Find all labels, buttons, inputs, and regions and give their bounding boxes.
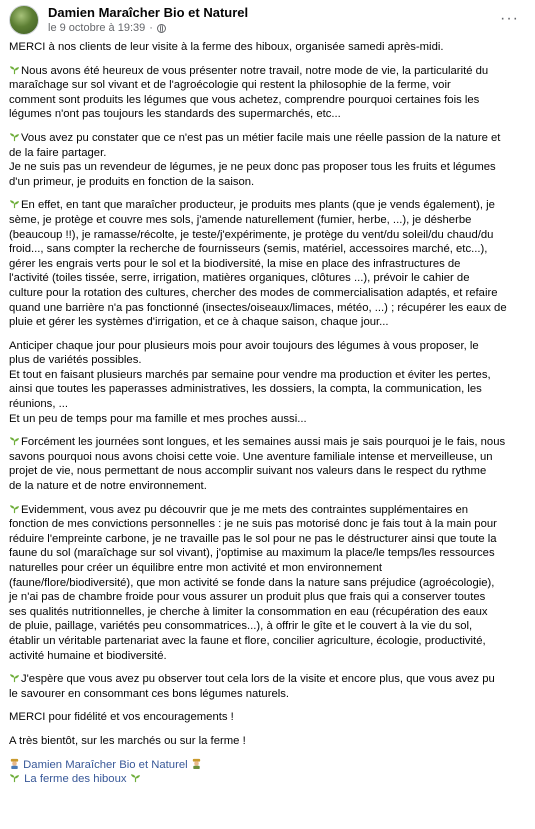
text-line xyxy=(9,619,525,634)
line-text: Anticiper chaque jour pour plusieurs mois pour avoir toujours des légumes à vous proposer, le xyxy=(9,339,479,352)
post-header xyxy=(9,0,525,40)
line-text: établir un véritable partenariat avec la faune et flore, concilier agriculture, écologie, productivité, xyxy=(9,634,486,647)
text-line xyxy=(9,590,525,605)
line-text: Et un peu de temps pour ma famille et mes proches aussi... xyxy=(9,412,307,425)
line-text: activité humaine et biodiversité. xyxy=(9,649,167,662)
line-text: ainsi que toutes les paperasses administratives, les dossiers, la compta, la communication, les xyxy=(9,383,482,396)
line-text: légumes n'ont pas toujours les standards des supermarchés, etc... xyxy=(9,108,341,121)
line-text: maraîchage sur sol vivant et de l'agroécologie qui restent la philosophie de la ferme, voir xyxy=(9,79,451,92)
post-timestamp[interactable]: le 9 octobre à 19:39 xyxy=(48,22,146,34)
text-line xyxy=(9,78,525,93)
post-body xyxy=(9,40,525,749)
separator: · xyxy=(149,22,153,34)
post-paragraph xyxy=(9,503,525,664)
text-line xyxy=(9,382,525,397)
line-text: MERCI à nos clients de leur visite à la ferme des hiboux, organisée samedi après-midi. xyxy=(9,41,444,53)
farm-link-text[interactable]: La ferme des hiboux xyxy=(24,773,127,786)
line-text: Forcément les journées sont longues, et les semaines aussi mais je sais pourquoi je le fais, nous xyxy=(21,436,506,449)
page-link[interactable] xyxy=(9,758,525,773)
line-text: A très bientôt, sur les marchés ou sur la ferme ! xyxy=(9,734,246,747)
line-text: J'espère que vous avez pu observer tout cela lors de la visite et encore plus, que vous avez pu xyxy=(21,673,495,686)
seedling-icon xyxy=(9,773,20,783)
line-text: quand une barrière n'a pas fonctionné (insectes/oiseaux/limaces, météo, ...) ; récupérer les eaux de xyxy=(9,301,507,314)
seedling-icon xyxy=(9,65,20,75)
text-line xyxy=(9,503,525,518)
text-line xyxy=(9,242,525,257)
line-text: froid..., sans compter la recherche de fournisseurs (semis, matériel, accessoires marché, etc...), xyxy=(9,243,488,256)
text-line xyxy=(9,412,525,427)
line-text: culture pour la rotation des cultures, chercher des modes de commercialisation adaptés, et refaire xyxy=(9,286,498,299)
text-line xyxy=(9,257,525,272)
text-line xyxy=(9,710,525,725)
more-options-icon[interactable]: ··· xyxy=(500,10,519,27)
line-text: ses qualités nutritionnelles, je cherche à limiter la consommation en eau (récupération des eaux xyxy=(9,605,488,618)
globe-icon xyxy=(157,24,166,33)
text-line xyxy=(9,146,525,161)
post-paragraph xyxy=(9,710,525,725)
text-line xyxy=(9,368,525,383)
line-text: sème, je protège et couvre mes sols, j'amende naturellement (fumier, herbe, ...), je désherbe xyxy=(9,213,472,226)
text-line xyxy=(9,301,525,316)
post-paragraph xyxy=(9,64,525,122)
text-line xyxy=(9,228,525,243)
post-paragraph xyxy=(9,672,525,701)
text-line xyxy=(9,687,525,702)
line-text: fonction de mes convictions personnelles : je ne suis pas motorisé donc je fais tout à la main pour xyxy=(9,518,497,531)
post-subline xyxy=(48,21,248,35)
line-text: réunions, ... xyxy=(9,398,69,411)
text-line xyxy=(9,286,525,301)
post-footer xyxy=(9,758,525,787)
text-line xyxy=(9,175,525,190)
avatar[interactable] xyxy=(9,5,39,35)
line-text: d'un primeur, je produits en fonction de la saison. xyxy=(9,175,255,188)
text-line xyxy=(9,213,525,228)
text-line xyxy=(9,479,525,494)
text-line xyxy=(9,649,525,664)
text-line xyxy=(9,339,525,354)
line-text: je n'ai pas de chambre froide pour vous assurer un produit plus que frais qui a conserver toutes xyxy=(9,591,486,604)
line-text: MERCI pour fidélité et vos encouragements ! xyxy=(9,711,234,724)
text-line xyxy=(9,435,525,450)
text-line xyxy=(9,271,525,286)
post-paragraph xyxy=(9,131,525,189)
text-line xyxy=(9,634,525,649)
line-text: le savourer en consommant ces bons légumes naturels. xyxy=(9,687,290,700)
text-line xyxy=(9,160,525,175)
text-line xyxy=(9,576,525,591)
farmer-icon xyxy=(191,758,202,769)
text-line xyxy=(9,546,525,561)
post-paragraph xyxy=(9,734,525,749)
seedling-icon xyxy=(9,199,20,209)
line-text: projet de vie, nous permettant de nous accomplir suivant nos valeurs dans le respect du rythme xyxy=(9,465,487,478)
line-text: comment sont produits les légumes que vous achetez, comprendre pourquoi certaines fois les xyxy=(9,93,480,106)
text-line xyxy=(9,40,525,55)
line-text: En effet, en tant que maraîcher producteur, je produits mes plants (que je vends également), je xyxy=(21,199,495,212)
line-text: gérer les engrais verts pour le sol et la biodiversité, la mise en place des infrastructures de xyxy=(9,257,461,270)
text-line xyxy=(9,315,525,330)
line-text: de la nature et de notre environnement. xyxy=(9,480,207,493)
text-line xyxy=(9,353,525,368)
text-line xyxy=(9,198,525,213)
post-paragraph xyxy=(9,198,525,329)
seedling-icon xyxy=(9,673,20,683)
text-line xyxy=(9,131,525,146)
seedling-icon xyxy=(130,773,141,783)
text-line xyxy=(9,734,525,749)
seedling-icon xyxy=(9,504,20,514)
line-text: l'activité (toiles tissée, serre, irrigation, matières organiques, clôtures ...), prévoir le cahier de xyxy=(9,272,470,285)
line-text: naturelles pour créer un équilibre entre mon activité et mon environnement xyxy=(9,562,383,574)
line-text: Je ne suis pas un revendeur de légumes, je ne peux donc pas proposer tous les fruits et légumes xyxy=(9,161,496,174)
post-paragraph xyxy=(9,435,525,493)
line-text: savons pourquoi nous avons choisi cette voie. Une aventure familiale intense et merveilleuse, un xyxy=(9,450,493,463)
post-paragraph xyxy=(9,40,525,55)
text-line xyxy=(9,561,525,576)
line-text: pluie et gérer les systèmes d'irrigation, et ce à chaque saison, chaque jour... xyxy=(9,316,389,329)
line-text: Vous avez pu constater que ce n'est pas un métier facile mais une réelle passion de la nature et xyxy=(21,131,501,144)
seedling-icon xyxy=(9,436,20,446)
text-line xyxy=(9,450,525,465)
line-text: (beaucoup !!), je ramasse/récolte, je teste/j'expérimente, je protège du vent/du soleil/du chaud/du xyxy=(9,228,494,241)
text-line xyxy=(9,464,525,479)
farmer-icon xyxy=(9,758,20,769)
text-line xyxy=(9,672,525,687)
text-line xyxy=(9,397,525,412)
line-text: Evidemment, vous avez pu découvrir que je me mets des contraintes supplémentaires en xyxy=(21,503,469,516)
seedling-icon xyxy=(9,132,20,142)
line-text: réduire l'empreinte carbone, je ne travaille pas le sol pour ne pas le déstructurer ainsi que toute la xyxy=(9,532,497,545)
line-text: plus de variétés possibles. xyxy=(9,354,142,367)
post-paragraph xyxy=(9,339,525,427)
text-line xyxy=(9,532,525,547)
text-line xyxy=(9,64,525,79)
text-line xyxy=(9,107,525,122)
author-name[interactable]: Damien Maraîcher Bio et Naturel xyxy=(48,5,249,20)
line-text: de la faire partager. xyxy=(9,146,107,159)
line-text: Nous avons été heureux de vous présenter notre travail, notre mode de vie, la particularité du xyxy=(21,64,489,77)
farm-link[interactable] xyxy=(9,772,525,787)
line-text: faune du sol (maraîchage sur sol vivant), j'optimise au maximum la place/le temps/les ressources xyxy=(9,547,495,560)
post-meta xyxy=(48,5,248,35)
line-text: (faune/flore/biodiversité), que mon activité se fonde dans la nature sans préjudice (agroécologie), xyxy=(9,576,495,589)
text-line xyxy=(9,605,525,620)
page-link-text[interactable]: Damien Maraîcher Bio et Naturel xyxy=(23,758,188,771)
text-line xyxy=(9,517,525,532)
text-line xyxy=(9,93,525,108)
line-text: Et tout en faisant plusieurs marchés par semaine pour vendre ma production et éviter les pertes, xyxy=(9,368,491,381)
line-text: de pluie, paillage, variétés peu consommatrices...), à offrir le gîte et le couvert à la vie du sol, xyxy=(9,620,473,633)
